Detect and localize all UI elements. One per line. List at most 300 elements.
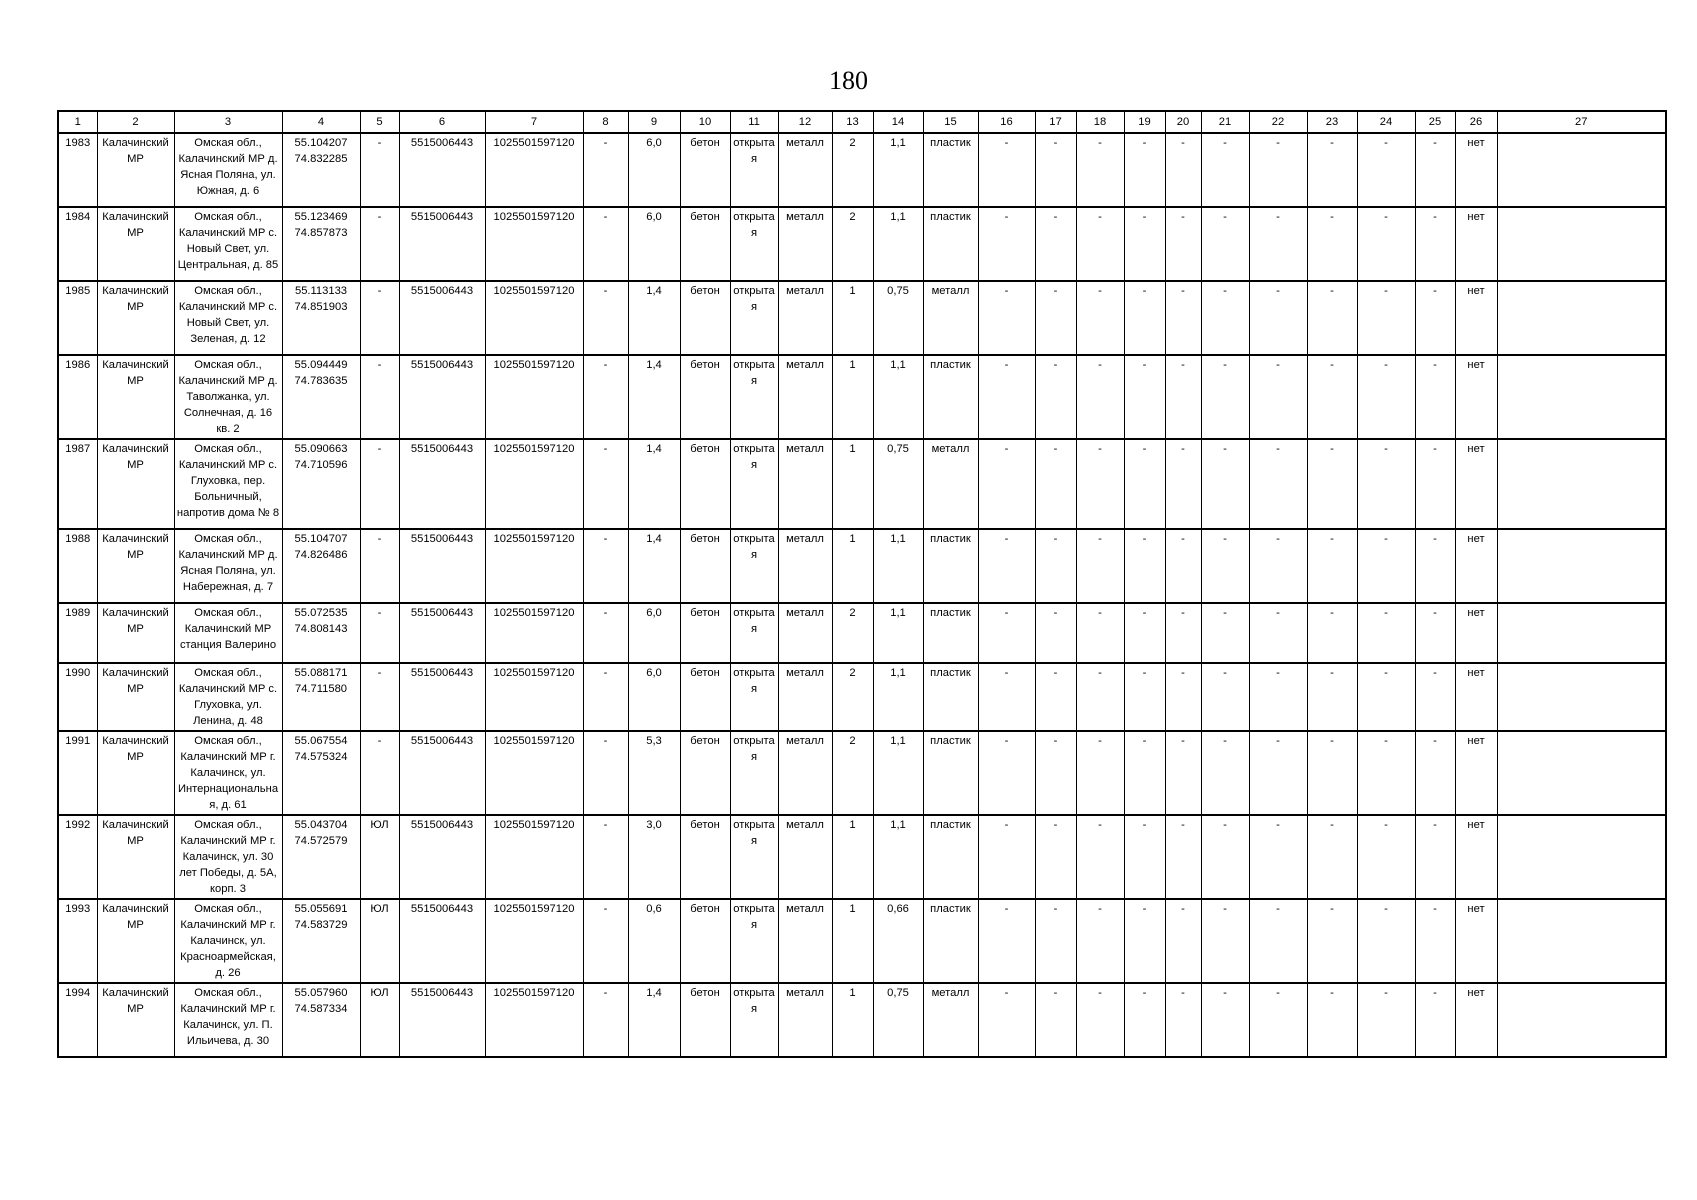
site-type-cell: открытая — [730, 207, 778, 281]
column-c5-cell: - — [360, 663, 399, 731]
area-cell: 1,4 — [628, 355, 680, 439]
container-material-cell: пластик — [923, 133, 978, 207]
address-cell: Омская обл., Калачинский МР с. Новый Свет, ул. Центральная, д. 85 — [174, 207, 282, 281]
column-c20-cell: - — [1165, 207, 1201, 281]
notes-cell — [1497, 603, 1666, 663]
coordinates-cell: 55.113133 74.851903 — [282, 281, 360, 355]
column-c20-cell: - — [1165, 439, 1201, 529]
container-material-cell: металл — [923, 281, 978, 355]
site-type-cell: открытая — [730, 731, 778, 815]
column-c8-cell: - — [583, 133, 628, 207]
column-c25-cell: - — [1415, 731, 1455, 815]
column-c5-cell: ЮЛ — [360, 815, 399, 899]
column-c20-cell: - — [1165, 281, 1201, 355]
column-c22-cell: - — [1249, 355, 1307, 439]
surface-cell: бетон — [680, 663, 730, 731]
column-c8-cell: - — [583, 983, 628, 1057]
ogrn-cell: 1025501597120 — [485, 355, 583, 439]
municipality-cell: Калачинский МР — [97, 899, 174, 983]
column-c17-cell: - — [1035, 439, 1076, 529]
container-volume-cell: 0,75 — [873, 439, 923, 529]
column-header-20: 20 — [1165, 111, 1201, 133]
coordinates-cell: 55.094449 74.783635 — [282, 355, 360, 439]
column-c16-cell: - — [978, 207, 1035, 281]
container-count-cell: 2 — [832, 133, 873, 207]
column-c24-cell: - — [1357, 355, 1415, 439]
column-c8-cell: - — [583, 281, 628, 355]
column-c18-cell: - — [1076, 439, 1124, 529]
column-c25-cell: - — [1415, 815, 1455, 899]
column-c21-cell: - — [1201, 603, 1249, 663]
container-material-cell: пластик — [923, 663, 978, 731]
address-cell: Омская обл., Калачинский МР с. Глуховка, пер. Больничный, напротив дома № 8 — [174, 439, 282, 529]
area-cell: 1,4 — [628, 529, 680, 603]
column-c8-cell: - — [583, 731, 628, 815]
surface-cell: бетон — [680, 603, 730, 663]
column-c17-cell: - — [1035, 899, 1076, 983]
fence-cell: металл — [778, 603, 832, 663]
column-c22-cell: - — [1249, 983, 1307, 1057]
column-c20-cell: - — [1165, 899, 1201, 983]
column-c25-cell: - — [1415, 529, 1455, 603]
container-count-cell: 1 — [832, 529, 873, 603]
column-c16-cell: - — [978, 355, 1035, 439]
fence-cell: металл — [778, 439, 832, 529]
column-c16-cell: - — [978, 133, 1035, 207]
fence-cell: металл — [778, 355, 832, 439]
column-c24-cell: - — [1357, 603, 1415, 663]
table-row — [58, 207, 1666, 281]
column-header-23: 23 — [1307, 111, 1357, 133]
column-header-14: 14 — [873, 111, 923, 133]
column-c18-cell: - — [1076, 731, 1124, 815]
column-c23-cell: - — [1307, 663, 1357, 731]
address-cell: Омская обл., Калачинский МР д. Ясная Поляна, ул. Южная, д. 6 — [174, 133, 282, 207]
flag-cell: нет — [1455, 815, 1497, 899]
column-header-6: 6 — [399, 111, 485, 133]
municipality-cell: Калачинский МР — [97, 207, 174, 281]
area-cell: 0,6 — [628, 899, 680, 983]
column-c17-cell: - — [1035, 133, 1076, 207]
column-c19-cell: - — [1124, 815, 1165, 899]
table-row — [58, 133, 1666, 207]
column-header-9: 9 — [628, 111, 680, 133]
column-c22-cell: - — [1249, 281, 1307, 355]
column-c17-cell: - — [1035, 603, 1076, 663]
table-row — [58, 603, 1666, 663]
container-material-cell: пластик — [923, 529, 978, 603]
container-volume-cell: 1,1 — [873, 355, 923, 439]
column-c25-cell: - — [1415, 355, 1455, 439]
surface-cell: бетон — [680, 355, 730, 439]
column-c23-cell: - — [1307, 731, 1357, 815]
inn-cell: 5515006443 — [399, 133, 485, 207]
column-c21-cell: - — [1201, 439, 1249, 529]
column-c24-cell: - — [1357, 983, 1415, 1057]
column-c18-cell: - — [1076, 983, 1124, 1057]
notes-cell — [1497, 663, 1666, 731]
column-c18-cell: - — [1076, 815, 1124, 899]
area-cell: 1,4 — [628, 439, 680, 529]
coordinates-cell: 55.043704 74.572579 — [282, 815, 360, 899]
column-c21-cell: - — [1201, 983, 1249, 1057]
inn-cell: 5515006443 — [399, 281, 485, 355]
area-cell: 1,4 — [628, 983, 680, 1057]
container-count-cell: 1 — [832, 899, 873, 983]
column-c21-cell: - — [1201, 355, 1249, 439]
site-type-cell: открытая — [730, 439, 778, 529]
container-material-cell: пластик — [923, 207, 978, 281]
column-header-3: 3 — [174, 111, 282, 133]
ogrn-cell: 1025501597120 — [485, 529, 583, 603]
container-count-cell: 2 — [832, 207, 873, 281]
inn-cell: 5515006443 — [399, 603, 485, 663]
column-c17-cell: - — [1035, 815, 1076, 899]
column-c23-cell: - — [1307, 983, 1357, 1057]
container-count-cell: 1 — [832, 439, 873, 529]
row-number-cell: 1987 — [58, 439, 97, 529]
notes-cell — [1497, 133, 1666, 207]
page-number: 180 — [829, 66, 868, 95]
fence-cell: металл — [778, 983, 832, 1057]
column-c22-cell: - — [1249, 603, 1307, 663]
column-c17-cell: - — [1035, 731, 1076, 815]
column-c22-cell: - — [1249, 815, 1307, 899]
column-c18-cell: - — [1076, 529, 1124, 603]
column-c23-cell: - — [1307, 815, 1357, 899]
container-material-cell: пластик — [923, 731, 978, 815]
address-cell: Омская обл., Калачинский МР с. Новый Свет, ул. Зеленая, д. 12 — [174, 281, 282, 355]
container-material-cell: пластик — [923, 899, 978, 983]
fence-cell: металл — [778, 281, 832, 355]
flag-cell: нет — [1455, 899, 1497, 983]
ogrn-cell: 1025501597120 — [485, 731, 583, 815]
column-c24-cell: - — [1357, 815, 1415, 899]
container-material-cell: металл — [923, 983, 978, 1057]
column-c8-cell: - — [583, 815, 628, 899]
column-c18-cell: - — [1076, 133, 1124, 207]
inn-cell: 5515006443 — [399, 439, 485, 529]
area-cell: 5,3 — [628, 731, 680, 815]
column-c5-cell: - — [360, 281, 399, 355]
column-c5-cell: ЮЛ — [360, 983, 399, 1057]
surface-cell: бетон — [680, 529, 730, 603]
container-volume-cell: 1,1 — [873, 663, 923, 731]
column-c5-cell: - — [360, 207, 399, 281]
column-c24-cell: - — [1357, 439, 1415, 529]
notes-cell — [1497, 355, 1666, 439]
column-c23-cell: - — [1307, 899, 1357, 983]
container-material-cell: пластик — [923, 603, 978, 663]
column-header-21: 21 — [1201, 111, 1249, 133]
column-header-5: 5 — [360, 111, 399, 133]
container-volume-cell: 1,1 — [873, 815, 923, 899]
column-c24-cell: - — [1357, 663, 1415, 731]
notes-cell — [1497, 529, 1666, 603]
column-header-11: 11 — [730, 111, 778, 133]
inn-cell: 5515006443 — [399, 355, 485, 439]
column-c25-cell: - — [1415, 439, 1455, 529]
ogrn-cell: 1025501597120 — [485, 281, 583, 355]
inn-cell: 5515006443 — [399, 529, 485, 603]
flag-cell: нет — [1455, 207, 1497, 281]
column-c25-cell: - — [1415, 983, 1455, 1057]
container-count-cell: 2 — [832, 663, 873, 731]
column-c16-cell: - — [978, 899, 1035, 983]
column-c17-cell: - — [1035, 663, 1076, 731]
row-number-cell: 1985 — [58, 281, 97, 355]
column-header-25: 25 — [1415, 111, 1455, 133]
container-count-cell: 1 — [832, 815, 873, 899]
municipality-cell: Калачинский МР — [97, 603, 174, 663]
coordinates-cell: 55.088171 74.711580 — [282, 663, 360, 731]
column-c23-cell: - — [1307, 529, 1357, 603]
inn-cell: 5515006443 — [399, 731, 485, 815]
coordinates-cell: 55.055691 74.583729 — [282, 899, 360, 983]
flag-cell: нет — [1455, 355, 1497, 439]
column-c17-cell: - — [1035, 355, 1076, 439]
municipality-cell: Калачинский МР — [97, 355, 174, 439]
row-number-cell: 1983 — [58, 133, 97, 207]
column-c20-cell: - — [1165, 815, 1201, 899]
container-count-cell: 2 — [832, 603, 873, 663]
table-row — [58, 529, 1666, 603]
column-c8-cell: - — [583, 899, 628, 983]
column-c24-cell: - — [1357, 281, 1415, 355]
row-number-cell: 1990 — [58, 663, 97, 731]
column-c22-cell: - — [1249, 731, 1307, 815]
ogrn-cell: 1025501597120 — [485, 899, 583, 983]
header-row — [58, 111, 1666, 133]
municipality-cell: Калачинский МР — [97, 133, 174, 207]
table-row — [58, 439, 1666, 529]
address-cell: Омская обл., Калачинский МР г. Калачинск, ул. П. Ильичева, д. 30 — [174, 983, 282, 1057]
inn-cell: 5515006443 — [399, 663, 485, 731]
column-c21-cell: - — [1201, 731, 1249, 815]
municipality-cell: Калачинский МР — [97, 439, 174, 529]
fence-cell: металл — [778, 815, 832, 899]
column-c20-cell: - — [1165, 663, 1201, 731]
column-c19-cell: - — [1124, 207, 1165, 281]
column-c19-cell: - — [1124, 603, 1165, 663]
site-type-cell: открытая — [730, 529, 778, 603]
column-c22-cell: - — [1249, 663, 1307, 731]
inn-cell: 5515006443 — [399, 207, 485, 281]
flag-cell: нет — [1455, 983, 1497, 1057]
column-c22-cell: - — [1249, 529, 1307, 603]
site-type-cell: открытая — [730, 815, 778, 899]
column-c19-cell: - — [1124, 983, 1165, 1057]
registry-table — [57, 110, 1667, 1058]
table-row — [58, 663, 1666, 731]
column-c21-cell: - — [1201, 133, 1249, 207]
municipality-cell: Калачинский МР — [97, 731, 174, 815]
area-cell: 6,0 — [628, 603, 680, 663]
column-c16-cell: - — [978, 731, 1035, 815]
column-c19-cell: - — [1124, 731, 1165, 815]
ogrn-cell: 1025501597120 — [485, 663, 583, 731]
flag-cell: нет — [1455, 663, 1497, 731]
table-body — [58, 133, 1666, 1057]
row-number-cell: 1989 — [58, 603, 97, 663]
column-header-2: 2 — [97, 111, 174, 133]
column-c5-cell: - — [360, 439, 399, 529]
column-c22-cell: - — [1249, 899, 1307, 983]
site-type-cell: открытая — [730, 983, 778, 1057]
fence-cell: металл — [778, 899, 832, 983]
column-c25-cell: - — [1415, 133, 1455, 207]
surface-cell: бетон — [680, 439, 730, 529]
container-material-cell: металл — [923, 439, 978, 529]
column-c24-cell: - — [1357, 731, 1415, 815]
flag-cell: нет — [1455, 731, 1497, 815]
column-c17-cell: - — [1035, 529, 1076, 603]
coordinates-cell: 55.104707 74.826486 — [282, 529, 360, 603]
column-c25-cell: - — [1415, 207, 1455, 281]
coordinates-cell: 55.090663 74.710596 — [282, 439, 360, 529]
coordinates-cell: 55.072535 74.808143 — [282, 603, 360, 663]
column-c23-cell: - — [1307, 355, 1357, 439]
column-c20-cell: - — [1165, 529, 1201, 603]
area-cell: 6,0 — [628, 663, 680, 731]
column-c16-cell: - — [978, 983, 1035, 1057]
column-c23-cell: - — [1307, 207, 1357, 281]
container-volume-cell: 0,66 — [873, 899, 923, 983]
table-row — [58, 815, 1666, 899]
column-c16-cell: - — [978, 439, 1035, 529]
column-c23-cell: - — [1307, 133, 1357, 207]
notes-cell — [1497, 439, 1666, 529]
column-c19-cell: - — [1124, 529, 1165, 603]
column-c25-cell: - — [1415, 603, 1455, 663]
column-c18-cell: - — [1076, 603, 1124, 663]
flag-cell: нет — [1455, 529, 1497, 603]
table-row — [58, 983, 1666, 1057]
row-number-cell: 1988 — [58, 529, 97, 603]
ogrn-cell: 1025501597120 — [485, 603, 583, 663]
column-c18-cell: - — [1076, 207, 1124, 281]
column-header-7: 7 — [485, 111, 583, 133]
area-cell: 3,0 — [628, 815, 680, 899]
container-count-cell: 1 — [832, 355, 873, 439]
site-type-cell: открытая — [730, 603, 778, 663]
notes-cell — [1497, 815, 1666, 899]
column-c8-cell: - — [583, 355, 628, 439]
site-type-cell: открытая — [730, 663, 778, 731]
column-c24-cell: - — [1357, 899, 1415, 983]
surface-cell: бетон — [680, 207, 730, 281]
inn-cell: 5515006443 — [399, 983, 485, 1057]
ogrn-cell: 1025501597120 — [485, 133, 583, 207]
column-c5-cell: - — [360, 355, 399, 439]
column-c24-cell: - — [1357, 529, 1415, 603]
surface-cell: бетон — [680, 899, 730, 983]
column-header-19: 19 — [1124, 111, 1165, 133]
column-c23-cell: - — [1307, 439, 1357, 529]
address-cell: Омская обл., Калачинский МР г. Калачинск, ул. Интернациональная, д. 61 — [174, 731, 282, 815]
table-row — [58, 899, 1666, 983]
column-c17-cell: - — [1035, 983, 1076, 1057]
notes-cell — [1497, 731, 1666, 815]
column-c8-cell: - — [583, 207, 628, 281]
container-volume-cell: 1,1 — [873, 731, 923, 815]
column-header-18: 18 — [1076, 111, 1124, 133]
notes-cell — [1497, 281, 1666, 355]
table-row — [58, 281, 1666, 355]
flag-cell: нет — [1455, 281, 1497, 355]
column-c21-cell: - — [1201, 207, 1249, 281]
coordinates-cell: 55.057960 74.587334 — [282, 983, 360, 1057]
column-c5-cell: - — [360, 731, 399, 815]
column-c19-cell: - — [1124, 133, 1165, 207]
area-cell: 6,0 — [628, 207, 680, 281]
surface-cell: бетон — [680, 815, 730, 899]
column-c23-cell: - — [1307, 281, 1357, 355]
column-c18-cell: - — [1076, 899, 1124, 983]
container-volume-cell: 0,75 — [873, 983, 923, 1057]
row-number-cell: 1984 — [58, 207, 97, 281]
column-c18-cell: - — [1076, 663, 1124, 731]
column-c22-cell: - — [1249, 439, 1307, 529]
notes-cell — [1497, 983, 1666, 1057]
container-count-cell: 2 — [832, 731, 873, 815]
ogrn-cell: 1025501597120 — [485, 815, 583, 899]
column-header-4: 4 — [282, 111, 360, 133]
column-header-24: 24 — [1357, 111, 1415, 133]
container-volume-cell: 1,1 — [873, 603, 923, 663]
container-volume-cell: 0,75 — [873, 281, 923, 355]
row-number-cell: 1991 — [58, 731, 97, 815]
column-c19-cell: - — [1124, 899, 1165, 983]
column-header-1: 1 — [58, 111, 97, 133]
container-volume-cell: 1,1 — [873, 207, 923, 281]
ogrn-cell: 1025501597120 — [485, 983, 583, 1057]
column-c19-cell: - — [1124, 439, 1165, 529]
column-c21-cell: - — [1201, 899, 1249, 983]
fence-cell: металл — [778, 663, 832, 731]
site-type-cell: открытая — [730, 899, 778, 983]
column-c19-cell: - — [1124, 355, 1165, 439]
column-c16-cell: - — [978, 529, 1035, 603]
column-c8-cell: - — [583, 529, 628, 603]
inn-cell: 5515006443 — [399, 899, 485, 983]
address-cell: Омская обл., Калачинский МР г. Калачинск, ул. Красноармейская, д. 26 — [174, 899, 282, 983]
site-type-cell: открытая — [730, 133, 778, 207]
column-c24-cell: - — [1357, 133, 1415, 207]
flag-cell: нет — [1455, 133, 1497, 207]
row-number-cell: 1986 — [58, 355, 97, 439]
coordinates-cell: 55.104207 74.832285 — [282, 133, 360, 207]
column-c8-cell: - — [583, 603, 628, 663]
address-cell: Омская обл., Калачинский МР с. Глуховка, ул. Ленина, д. 48 — [174, 663, 282, 731]
address-cell: Омская обл., Калачинский МР станция Валерино — [174, 603, 282, 663]
column-header-22: 22 — [1249, 111, 1307, 133]
column-c5-cell: ЮЛ — [360, 899, 399, 983]
area-cell: 1,4 — [628, 281, 680, 355]
column-c19-cell: - — [1124, 663, 1165, 731]
table-row — [58, 355, 1666, 439]
column-c22-cell: - — [1249, 133, 1307, 207]
column-header-16: 16 — [978, 111, 1035, 133]
address-cell: Омская обл., Калачинский МР д. Таволжанка, ул. Солнечная, д. 16 кв. 2 — [174, 355, 282, 439]
column-c20-cell: - — [1165, 133, 1201, 207]
column-c24-cell: - — [1357, 207, 1415, 281]
column-header-26: 26 — [1455, 111, 1497, 133]
column-c21-cell: - — [1201, 281, 1249, 355]
surface-cell: бетон — [680, 983, 730, 1057]
coordinates-cell: 55.067554 74.575324 — [282, 731, 360, 815]
surface-cell: бетон — [680, 731, 730, 815]
